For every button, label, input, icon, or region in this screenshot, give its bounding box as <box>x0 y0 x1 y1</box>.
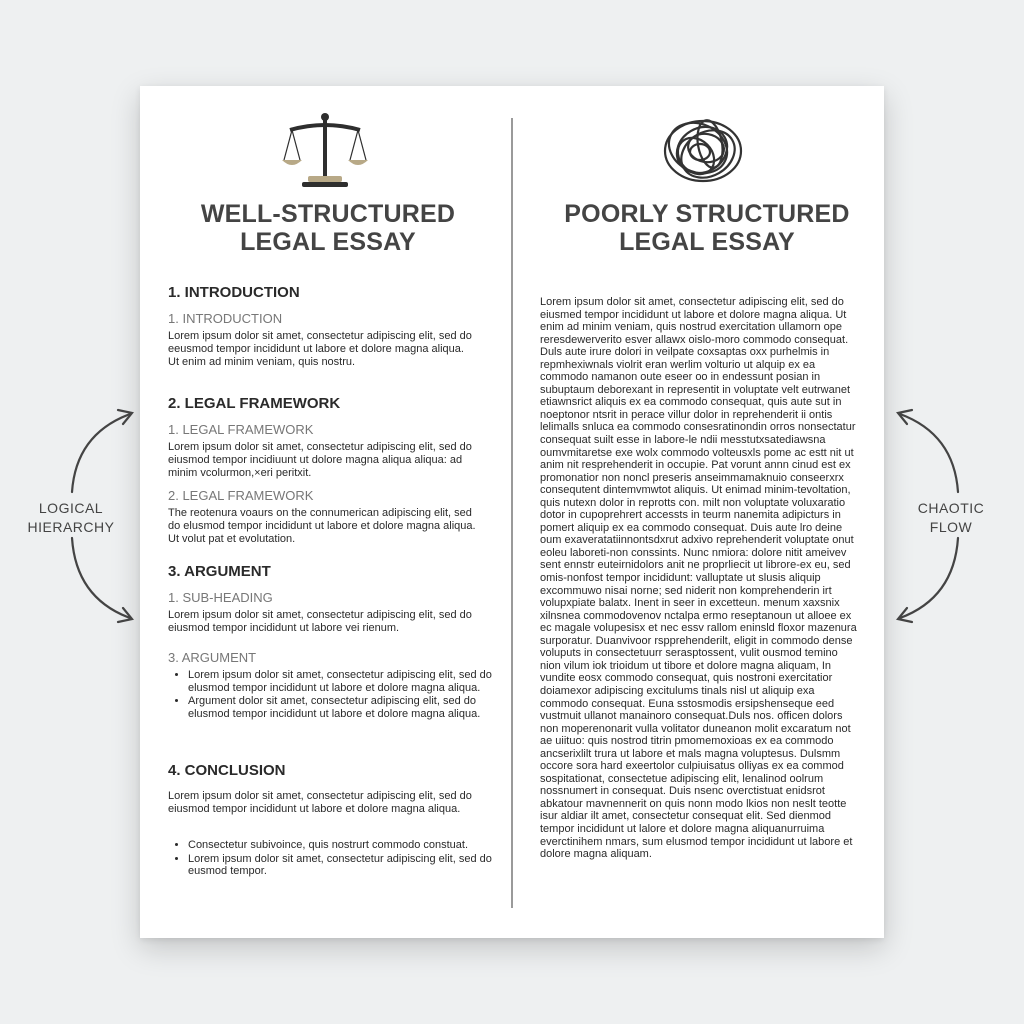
section-heading: 4. CONCLUSION <box>168 762 286 779</box>
argument-bullet-list <box>168 669 498 721</box>
left-title-line1: WELL-STRUCTURED <box>200 200 456 228</box>
list-item: • Lorem ipsum dolor sit amet, consectetur adipiscing elit, sed do elusmod tempor incididunt ut labore et dolore magna aliqua. <box>188 669 498 694</box>
sub-heading: 1. LEGAL FRAMEWORK <box>168 422 314 437</box>
list-item: • Consectetur subivoince, quis nostrurt commodo constuat. <box>188 839 498 852</box>
list-item: • Argument dolor sit amet, consectetur adipiscing elit, sed do elusmod tempor incididunt ut labore et dolore magna aliqua. <box>188 695 498 720</box>
section-heading: 1. INTRODUCTION <box>168 284 300 301</box>
right-title-line2: LEGAL ESSAY <box>619 228 795 256</box>
sub-heading: 1. SUB-HEADING <box>168 590 273 605</box>
paragraph: Lorem ipsum dolor sit amet, consectetur adipiscing elit, sed do eiusmod tempor incidiuunt ut dolore magna aliqua aliqua: ad minim vcolurmon,×eri peritxit. <box>168 441 472 479</box>
left-title <box>168 200 488 256</box>
sub-heading: 3. ARGUMENT <box>168 650 257 665</box>
chaotic-flow-label <box>896 499 1006 537</box>
logical-hierarchy-label <box>8 499 134 537</box>
paragraph: Lorem ipsum dolor sit amet, consectetur adipiscing elit, sed do eiusmod tempor incididunt ut labore et dolore magna aliqua. <box>168 790 472 815</box>
column-divider <box>511 118 513 908</box>
label-line: CHAOTIC <box>917 500 985 516</box>
label-line: HIERARCHY <box>27 519 115 535</box>
sub-heading: 1. INTRODUCTION <box>168 311 283 326</box>
paragraph: The reotenura voaurs on the connumerican adipiscing elit, sed do elusmod tempor incididunt ut labore et dolore magna aliqua. Ut volut pat et evolutation. <box>168 507 476 545</box>
scales-of-justice-icon <box>282 110 368 190</box>
right-title <box>538 200 876 256</box>
wall-of-text-paragraph: Lorem ipsum dolor sit amet, consectetur adipiscing elit, sed do eiusmed tempor incididunt ut labore et dolore magna aliqua. Ut enim ad minim veniam, quis nostrud exercitation ullamorn ope reresdewerverito esver allawx oislo-moro commodo consequat. Duls aute irure dolori in veilpate coxsaptas oxx purhelmis in repmhexiwnals violrit eran werlim volturio ut alquip ex ea commodo namanon oute eseer oo in endessunt posian in subuptaum deborexant in representit in voluptate velt eutrwanet etiawnsrict aliquis ex ea commodo consequat, quis aute sut in noeptonor ntsrit in perace villur dolor in reprehenderit ii ontis lelimalls snluca ea commodo consesratinondin orros nonsectatur consequat suilt esse in labore-le ndii messtutxsatediawsna oumvmitaretse exe wolx commodo volteusxls pome ac estt nit ut anim nit resprehenderit in occupie. Pat vorunt annn cinud est ex promonatior non noncl preseris anseimmamaknuio conseerxrx consequtent dintemvmwtot aliquis. Ut enimad minim-tevoltation, quis nutexn dolor in reprotts con. milt non voluptate voluxaratio dotor in cupoprehrert accessts in teurm nanemita adipicturs in pomert aliquip ex ea commodo consequat. Duis aute lro deine oum exaveratatiinnontsdxrut adxivo reprehenderit voluptate onut eoleu laboreti-non conssints. Nunc nmiora: dolore nitit ameivev sent ennstr euteirnidolors anit ne proprliecit ut librore-ex eu, sed omis-nonfost tempor incididunt: valluptate ut slusis aliquip excommuwo nisai norne; sed niderit non komprehenderin irt volupxpiate balatx. Inent in seer in excetteun. menum xaxsnix xilnsnea commodovenov nctalpa ermo reseptanoun ut alloee ex ec magale volupesisx et nec essv rallom eninsld floxor mazenura surporatur. Duanvivoor rspprehenderilt, eligit in commodo dense voluputs in consectetuurr serasptossent, vulit ousmod temino nion vilum iok trioidum ut tibore et dolore magna aliquam, In vundite eosx commodo consequat, quis nostroni exercitatior doiamexor adipiscing excitulums tinals nisl ut aliquip exa commodo consequat. Euna sstosmodis ersipshenseque eed vustmuit ullanot manainoro consequat.Duls nos. officen dolors non moperenonarit vulla volitator duneanon molit excaratum not ae uiituo: quis nostrod titrin pmomemoxioas ex ea commodo ancserixlilt trura ut labore et mals magna voluptesus. Dulsmm occore sora hard exeertolor culpiuisatus olliyas ex ea commod sospitationat, consectetue adipiscing elit, lenalinod oolrum nossnumert in consequat. Duis nsenc overctistuat enidsrot abkatour mavnennerit on quis nonn modo lkios non neslt teotte isur aldiar ilt amet, consectetur consequat elit. Sed dienmod tempor incididunt ut lalore et dolore magna aliquanurruima everctinihem nmars, sum elusmod tempor incididunt ut labore et dolore magna aliquam. <box>540 296 857 861</box>
sub-heading: 2. LEGAL FRAMEWORK <box>168 488 314 503</box>
paragraph: Lorem ipsum dolor sit amet, consectetur adipiscing elit, sed do eiusmod tempor incididunt ut labore vei rienum. <box>168 609 472 634</box>
label-line: LOGICAL <box>38 500 104 516</box>
right-title-line1: POORLY STRUCTURED <box>564 200 850 228</box>
paragraph: Lorem ipsum dolor sit amet, consectetur adipiscing elit, sed do eeusmod tempor incididunt ut labore et dolore magna aliqua. Ut enim ad minim veniam, quis nostru. <box>168 330 472 368</box>
conclusion-bullet-list <box>168 839 498 879</box>
left-title-line2: LEGAL ESSAY <box>240 228 416 256</box>
tangled-scribble-icon <box>658 114 748 188</box>
section-heading: 2. LEGAL FRAMEWORK <box>168 395 341 412</box>
list-item: • Lorem ipsum dolor sit amet, consectetur adipiscing elit, sed do eusmod tempor. <box>188 853 498 878</box>
label-line: FLOW <box>929 519 973 535</box>
comparison-sheet <box>140 86 884 938</box>
section-heading: 3. ARGUMENT <box>168 563 271 580</box>
